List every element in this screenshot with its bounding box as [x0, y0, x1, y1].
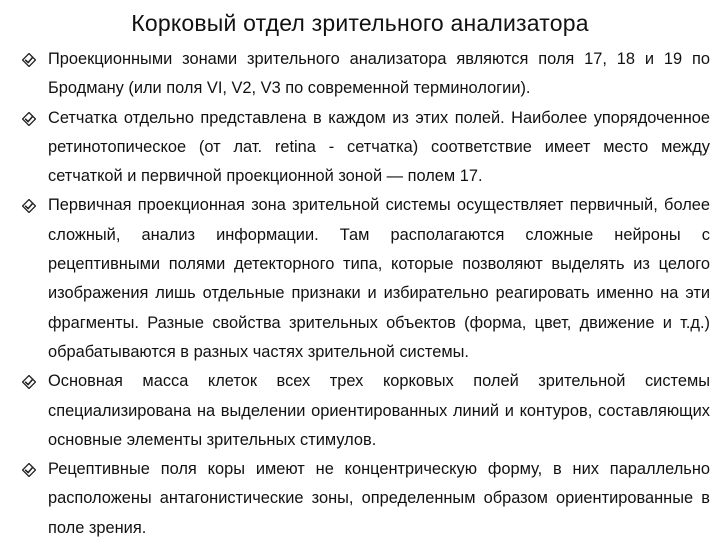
bullet-text: Сетчатка отдельно представлена в каждом из этих полей. Наиболее упорядоченное ретинотопическое (от лат. retina - сетчатка) соответствие имеет место между сетчаткой и первичной проекционной зоной — полем 17. [48, 108, 710, 186]
checkmark-diamond-icon [22, 375, 36, 389]
checkmark-diamond-icon [22, 463, 36, 477]
bullet-item [22, 455, 710, 543]
checkmark-diamond-icon [22, 53, 36, 67]
checkmark-diamond-icon [22, 199, 36, 213]
bullet-item [22, 45, 710, 104]
bullet-item [22, 367, 710, 455]
checkmark-diamond-icon [22, 112, 36, 126]
bullet-text: Основная масса клеток всех трех корковых полей зрительной системы специализирована на выделении ориентированных линий и контуров, составляющих основные элементы зрительных стимулов. [48, 372, 710, 449]
slide-title: Корковый отдел зрительного анализатора [131, 10, 589, 36]
bullet-text: Рецептивные поля коры имеют не концентрическую форму, в них параллельно расположены антагонистические зоны, определенным образом ориентированные в поле зрения. [48, 460, 710, 537]
bullet-item [22, 191, 710, 367]
bullet-list [22, 45, 710, 543]
bullet-text: Первичная проекционная зона зрительной системы осуществляет первичный, более сложный, анализ информации. Там располагаются сложные нейроны с рецептивными полями детекторного типа, которые позволяют выделять из целого изображения лишь отдельные признаки и избирательно реагировать именно на эти фрагменты. Разные свойства зрительных объектов (форма, цвет, движение и т.д.) обрабатываются в разных частях зрительной системы. [48, 196, 710, 361]
bullet-item [22, 104, 710, 192]
bullet-text: Проекционными зонами зрительного анализатора являются поля 17, 18 и 19 по Бродману (или поля VI, V2, V3 по современной терминологии). [48, 50, 710, 98]
